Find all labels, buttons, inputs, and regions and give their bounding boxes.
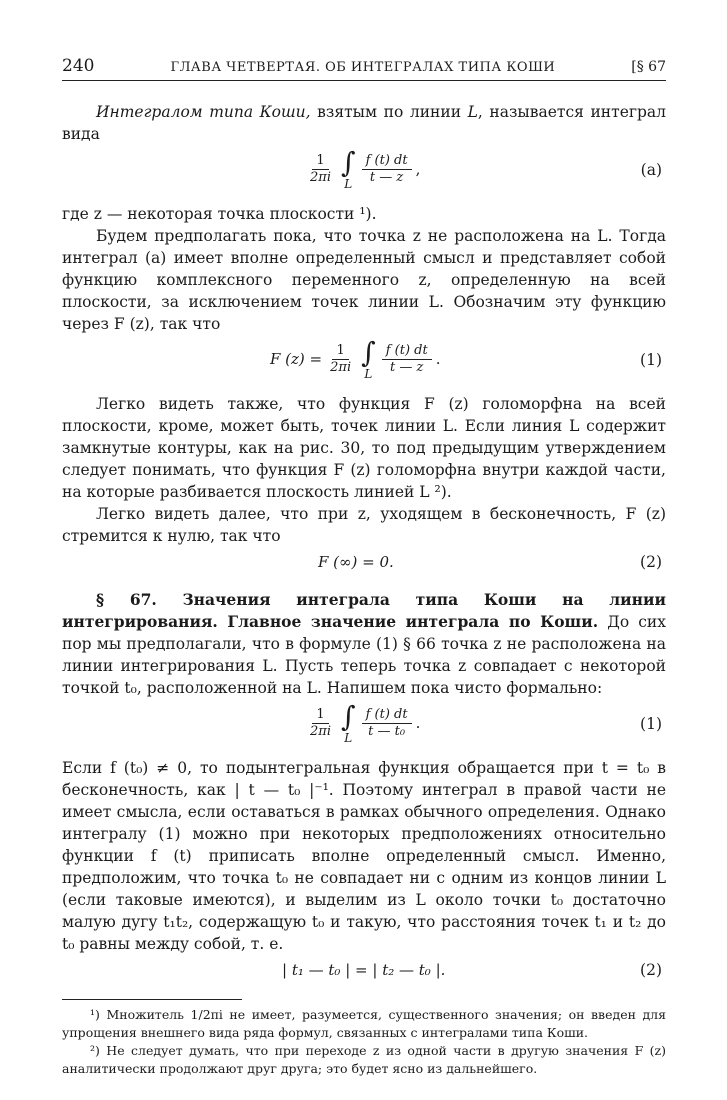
fraction-coefficient: $\frac{1}{2\pi i}$ xyxy=(310,706,331,739)
formula-punctuation: , xyxy=(415,160,421,178)
footnote-2: ²) Не следует думать, что при переходе z из одной части в другую значения F (z) аналитически продолжают друг друга; это будет ясно из дальнейшего. xyxy=(62,1043,666,1076)
paragraph-definition xyxy=(62,101,666,145)
equation-tag: (1) xyxy=(640,715,662,733)
paragraph-holomorphic: Легко видеть также, что функция F (z) голоморфна на всей плоскости, кроме, может быть, точек линии L. Если линия L содержит замкнутые контуры, как на рис. 30, то под предыдущим утверждением следует понимать, что функция F (z) голоморфна внутри каждой части, на которые разбивается плоскость линией L ²). xyxy=(62,395,666,501)
formula-a xyxy=(62,146,666,197)
integrand: $\frac{f (t) dt}{\text{t — t₀}}$ xyxy=(362,707,412,740)
formula-3 xyxy=(62,700,666,751)
equation-tag: (2) xyxy=(640,553,662,571)
fraction-coefficient: $\frac{1}{2\pi i}$ xyxy=(310,152,331,185)
formula-4 xyxy=(62,959,666,987)
formula-body: | t₁ — t₀ | = | t₂ — t₀ |. xyxy=(282,961,446,979)
paragraph-singularity: Если f (t₀) ≠ 0, то подынтегральная функция обращается при t = t₀ в бесконечность, как | t — t₀ |⁻¹. Поэтому интеграл в правой части не имеет смысла, если оставаться в рамках обычного определения. Однако интегралу (1) можно при некоторых предположениях относительно функции f (t) приписать вполне определенный смысл. Именно, предположим, что точка t₀ не совпадает ни с одним из концов линии L (если таковые имеются), и выделим из L около точки t₀ достаточно малую дугу t₁t₂, содержащую t₀ и такую, что расстояния точек t₁ и t₂ до t₀ равны между собой, т. е. xyxy=(62,759,666,953)
term-cauchy-integral: Интегралом типа Коши, xyxy=(96,103,311,121)
formula-body: F (∞) = 0. xyxy=(318,553,394,571)
chapter-title: ГЛАВА ЧЕТВЕРТАЯ. ОБ ИНТЕГРАЛАХ ТИПА КОШИ xyxy=(170,60,556,75)
section-text: До сих пор мы предполагали, что в формуле (1) § 66 точка z не расположена на линии интегрирования L. Пусть теперь точка z совпадает с некоторой точкой t₀, расположенной на L. Напишем пока чисто формально: xyxy=(62,613,666,697)
section-marker: [§ 67 xyxy=(631,59,666,75)
integrand: $\frac{f (t) dt}{t — z}$ xyxy=(362,153,412,186)
equation-tag: (1) xyxy=(640,351,662,369)
formula-2 xyxy=(62,551,666,579)
integrand: $\frac{f (t) dt}{t — z}$ xyxy=(382,343,432,376)
definition-text: взятым по линии xyxy=(310,103,468,121)
line-symbol: L xyxy=(467,103,478,121)
formula-1 xyxy=(62,336,666,387)
paragraph-infinity: Легко видеть далее, что при z, уходящем в бесконечность, F (z) стремится к нулю, так что xyxy=(62,505,666,545)
equation-tag: (a) xyxy=(640,161,662,179)
integral-sign: ∫ L xyxy=(361,336,376,381)
running-header xyxy=(62,56,666,81)
definition-text-end: , называется интеграл вида xyxy=(62,103,667,143)
formula-lhs: F (z) = xyxy=(270,350,323,368)
paragraph-where: где z — некоторая точка плоскости ¹). xyxy=(62,205,377,223)
integral-sign: ∫ L xyxy=(340,146,356,191)
section-title: § 67. Значения интеграла типа Коши на линии интегрирования. Главное значение интеграла по Коши. xyxy=(62,590,666,631)
fraction-coefficient: $\frac{1}{2\pi i}$ xyxy=(330,342,352,375)
book-page xyxy=(62,56,666,1078)
footnote-1: ¹) Множитель 1/2πi не имеет, разумеется, существенного значения; он введен для упрощения внешнего вида ряда формул, связанных с интегралами типа Коши. xyxy=(62,1007,666,1040)
formula-punctuation: . xyxy=(435,350,441,368)
formula-punctuation: . xyxy=(415,714,421,732)
paragraph-section-67 xyxy=(62,589,666,699)
equation-tag: (2) xyxy=(640,961,662,979)
footnote-divider xyxy=(62,999,242,1000)
paragraph-assumption: Будем предполагать пока, что точка z не расположена на L. Тогда интеграл (a) имеет вполне определенный смысл и представляет собой функцию комплексного переменного z, определенную на всей плоскости, за исключением точек линии L. Обозначим эту функцию через F (z), так что xyxy=(62,227,666,333)
page-number: 240 xyxy=(62,56,95,76)
integral-sign: ∫ L xyxy=(340,700,356,745)
